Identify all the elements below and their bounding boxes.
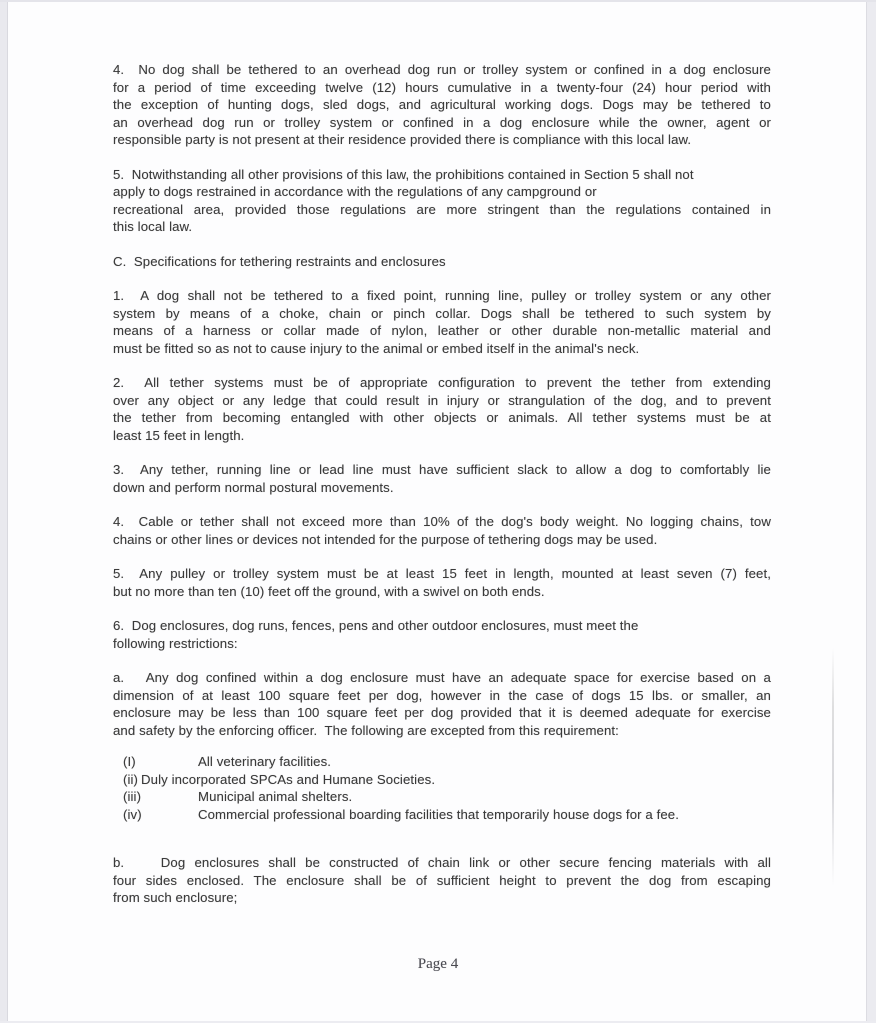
spec-3	[113, 461, 771, 496]
text-line: and safety by the enforcing officer. The following are excepted from this requirement:	[113, 722, 619, 738]
spec-6a	[113, 669, 771, 739]
list-item-text: Duly incorporated SPCAs and Humane Societies.	[141, 771, 436, 787]
list-item-label: (iii)	[123, 789, 142, 804]
text-line: 3. Any tether, running line or lead line must have sufficient slack to allow a dog to comfortably lie	[113, 462, 771, 477]
text-line: but no more than ten (10) feet off the ground, with a swivel on both ends.	[113, 583, 545, 599]
text-line: recreational area, provided those regulations are more stringent than the regulations contained in	[113, 201, 771, 217]
text-line: 1. A dog shall not be tethered to a fixed point, running line, pulley or trolley system or any other	[113, 288, 771, 303]
text-line: 6. Dog enclosures, dog runs, fences, pens and other outdoor enclosures, must meet the	[113, 618, 639, 633]
text-line: 5. Notwithstanding all other provisions of this law, the prohibitions contained in Section 5 shall not	[113, 166, 694, 182]
text-line: following restrictions:	[113, 635, 238, 651]
text-line: least 15 feet in length.	[113, 427, 245, 443]
list-item-label: (ii)	[123, 771, 139, 787]
text-line: 2. All tether systems must be of appropriate configuration to prevent the tether from extending	[113, 375, 771, 390]
text-line: over any object or any ledge that could result in injury or strangulation of the dog, and to prevent	[113, 392, 771, 408]
spec-4	[113, 513, 771, 548]
spec-6b	[113, 854, 771, 907]
document-body	[113, 61, 771, 907]
text-line: apply to dogs restrained in accordance with the regulations of any campground or	[113, 184, 597, 199]
scan-crease-artifact	[832, 648, 834, 886]
scan-edge-left	[0, 0, 8, 1023]
page-number: Page 4	[417, 956, 459, 972]
exceptions-list	[113, 753, 771, 823]
list-item	[113, 753, 771, 771]
scan-edge-right	[866, 0, 876, 1023]
text-line: the tether from becoming entangled with other objects or animals. All tether systems must be at	[113, 410, 771, 425]
text-line: from such enclosure;	[113, 890, 238, 905]
text-line: 5. Any pulley or trolley system must be at least 15 feet in length, mounted at least seven (7) feet,	[113, 566, 771, 581]
heading-section-c	[113, 253, 771, 271]
spec-2	[113, 374, 771, 444]
text-line: a. Any dog confined within a dog enclosure must have an adequate space for exercise based on a	[113, 670, 771, 685]
text-line: responsible party is not present at their residence provided there is compliance with this local law.	[113, 132, 692, 147]
spec-6	[113, 617, 771, 652]
text-line: means of a harness or collar made of nylon, leather or other durable non-metallic material and	[113, 323, 771, 338]
list-item	[113, 788, 771, 806]
list-item-label: (iv)	[123, 806, 142, 822]
text-line: C. Specifications for tethering restraints and enclosures	[113, 253, 446, 269]
text-line: b. Dog enclosures shall be constructed of chain link or other secure fencing materials with all	[113, 855, 771, 870]
list-item	[113, 771, 771, 789]
para-5	[113, 166, 771, 236]
text-line: this local law.	[113, 219, 193, 234]
text-line: must be fitted so as not to cause injury to the animal or embed itself in the animal's neck.	[113, 340, 640, 356]
list-item-text: All veterinary facilities.	[198, 754, 332, 769]
text-line: 4. No dog shall be tethered to an overhead dog run or trolley system or confined in a dog enclosure	[113, 62, 771, 77]
text-line: chains or other lines or devices not intended for the purpose of tethering dogs may be used.	[113, 531, 658, 547]
scan-edge-top	[0, 0, 876, 2]
list-item-text: Municipal animal shelters.	[198, 789, 353, 804]
text-line: down and perform normal postural movements.	[113, 479, 394, 495]
text-line: system by means of a choke, chain or pinch collar. Dogs shall be tethered to such system by	[113, 305, 771, 321]
text-line: four sides enclosed. The enclosure shall be of sufficient height to prevent the dog from escaping	[113, 872, 771, 888]
list-item	[113, 806, 771, 824]
text-line: the exception of hunting dogs, sled dogs, and agricultural working dogs. Dogs may be tethered to	[113, 97, 771, 112]
para-4	[113, 61, 771, 149]
text-line: enclosure may be less than 100 square feet per dog provided that it is deemed adequate for exercise	[113, 705, 771, 720]
spec-5	[113, 565, 771, 600]
text-line: 4. Cable or tether shall not exceed more than 10% of the dog's body weight. No logging chains, tow	[113, 514, 771, 529]
text-line: dimension of at least 100 square feet per dog, however in the case of dogs 15 lbs. or smaller, an	[113, 687, 771, 703]
text-line: for a period of time exceeding twelve (12) hours cumulative in a twenty-four (24) hour period with	[113, 79, 771, 95]
spec-1	[113, 287, 771, 357]
text-line: an overhead dog run or trolley system or confined in a dog enclosure while the owner, agent or	[113, 114, 771, 130]
list-item-text: Commercial professional boarding facilities that temporarily house dogs for a fee.	[198, 806, 679, 822]
list-item-label: (I)	[123, 754, 136, 769]
